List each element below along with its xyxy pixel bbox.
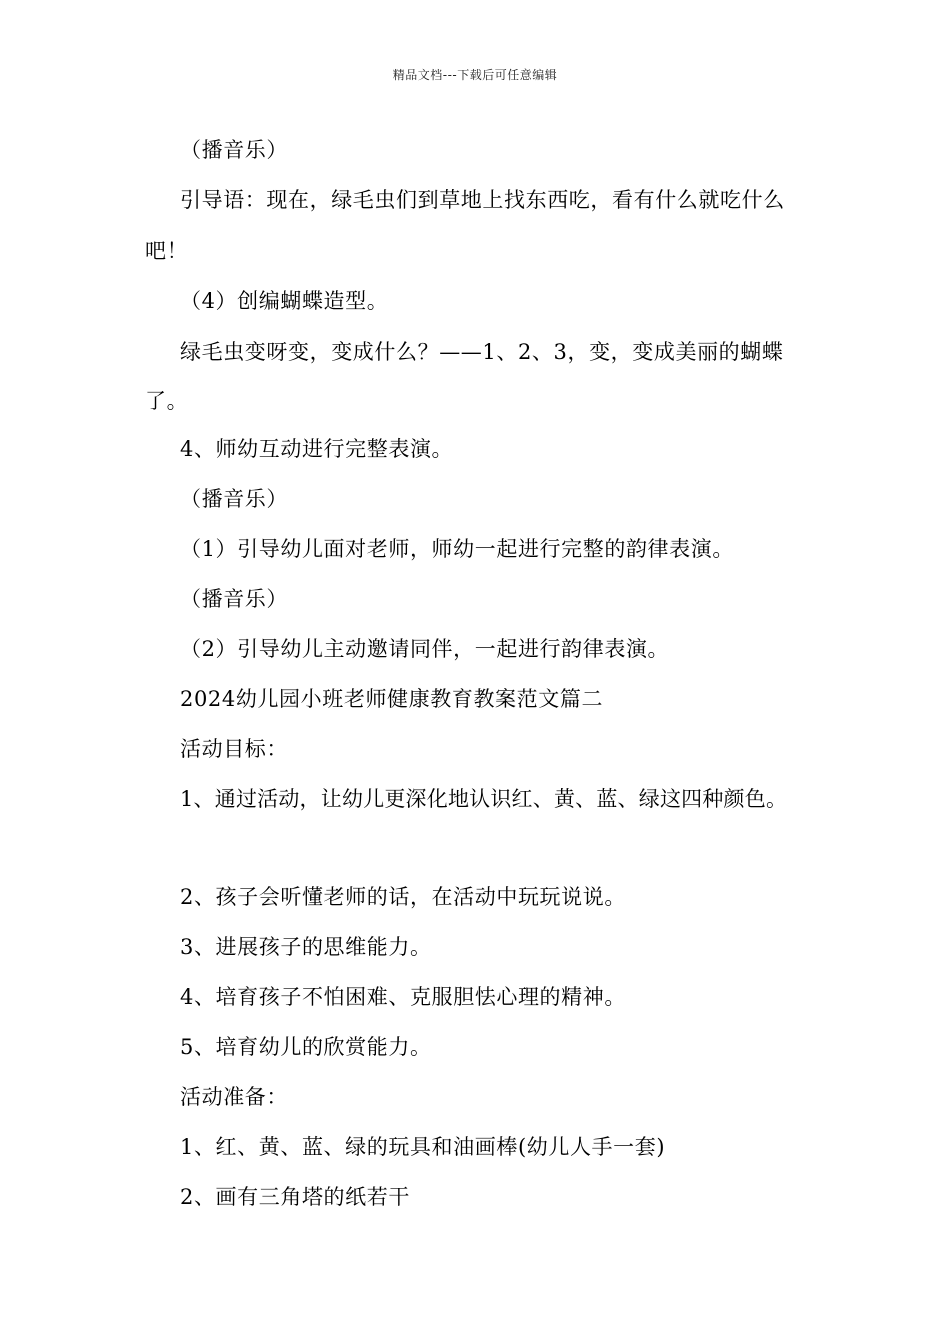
section-title: 2024幼儿园小班老师健康教育教案范文篇二 <box>180 687 604 711</box>
text-line: （1）引导幼儿面对老师，师幼一起进行完整的韵律表演。 <box>180 537 734 561</box>
text-line: 活动准备： <box>180 1085 288 1109</box>
text-line: 了。 <box>145 389 189 413</box>
text-line: 活动目标： <box>180 737 288 761</box>
text-line: 4、培育孩子不怕困难、克服胆怯心理的精神。 <box>180 985 626 1009</box>
text-line: 绿毛虫变呀变，变成什么？——1、2、3，变，变成美丽的蝴蝶 <box>180 340 784 364</box>
text-line: 2、画有三角塔的纸若干 <box>180 1185 410 1209</box>
text-line: （播音乐） <box>180 138 288 162</box>
text-line: 1、通过活动，让幼儿更深化地认识红、黄、蓝、绿这四种颜色。 <box>180 787 788 811</box>
text-line: 1、红、黄、蓝、绿的玩具和油画棒(幼儿人手一套) <box>180 1135 666 1159</box>
page-header: 精品文档---下载后可任意编辑 <box>392 68 558 82</box>
text-line: 3、进展孩子的思维能力。 <box>180 935 432 959</box>
text-line: 5、培育幼儿的欣赏能力。 <box>180 1035 432 1059</box>
text-line: （播音乐） <box>180 487 288 511</box>
text-line: （播音乐） <box>180 587 288 611</box>
text-line: 吧！ <box>145 239 189 263</box>
text-line: （4）创编蝴蝶造型。 <box>180 289 389 313</box>
text-line: 引导语：现在，绿毛虫们到草地上找东西吃，看有什么就吃什么 <box>180 188 785 212</box>
text-line: （2）引导幼儿主动邀请同伴，一起进行韵律表演。 <box>180 637 670 661</box>
text-line: 2、孩子会听懂老师的话，在活动中玩玩说说。 <box>180 885 626 909</box>
text-line: 4、师幼互动进行完整表演。 <box>180 437 454 461</box>
